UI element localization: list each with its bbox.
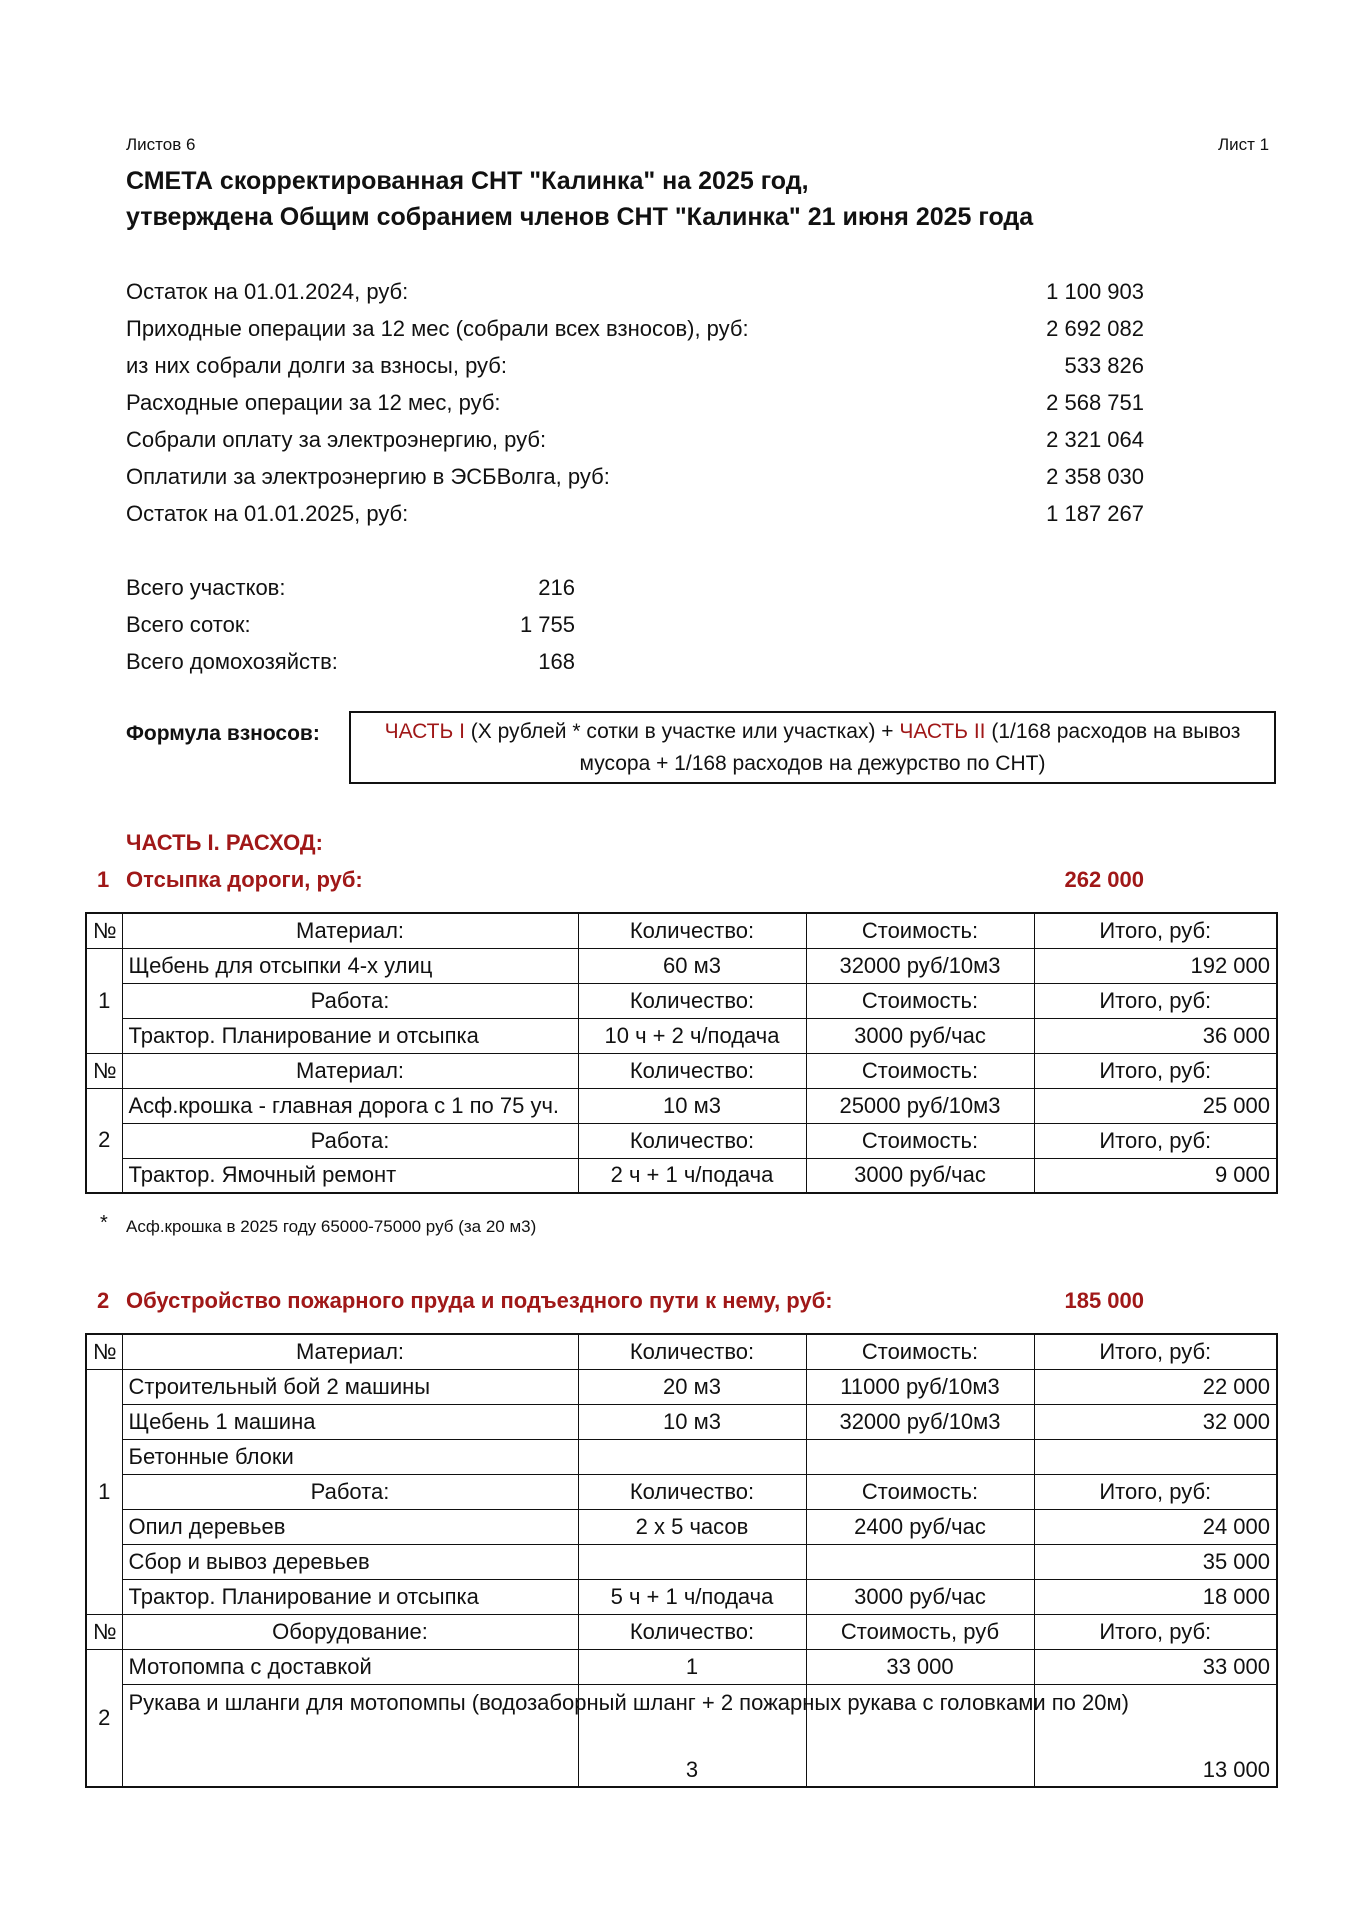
cell-item: Сбор и вывоз деревьев — [122, 1544, 578, 1579]
cell-total: 25 000 — [1034, 1088, 1277, 1123]
cell-total-header: Итого, руб: — [1034, 1053, 1277, 1088]
formula-box — [349, 711, 1276, 784]
cell-quantity-header: Количество: — [578, 1614, 806, 1649]
cell-total-header: Итого, руб: — [1034, 1474, 1277, 1509]
cell-cost-header: Стоимость: — [806, 1053, 1034, 1088]
table-row — [86, 1649, 1277, 1684]
footnote-mark: * — [100, 1212, 108, 1234]
cell-quantity: 2 ч + 1 ч/подача — [578, 1158, 806, 1193]
cell-quantity — [578, 1544, 806, 1579]
cell-total: 192 000 — [1034, 948, 1277, 983]
formula-part1: ЧАСТЬ I — [384, 720, 465, 743]
cell-cost: 25000 руб/10м3 — [806, 1088, 1034, 1123]
cell-item: Щебень 1 машина — [122, 1404, 578, 1439]
section1-table — [85, 912, 1278, 1194]
table-row — [86, 1123, 1277, 1158]
cell-work-header: Работа: — [122, 983, 578, 1018]
cell-quantity: 20 м3 — [578, 1369, 806, 1404]
formula-text1: (Х рублей * сотки в участке или участках) + — [464, 720, 900, 743]
cell-material-header: Материал: — [122, 913, 578, 948]
cell-quantity — [578, 1439, 806, 1474]
cell-quantity: 60 м3 — [578, 948, 806, 983]
cell-total-header: Итого, руб: — [1034, 983, 1277, 1018]
sheet-number: Лист 1 — [1218, 135, 1270, 154]
cell-item: Трактор. Ямочный ремонт — [122, 1158, 578, 1193]
cell-total: 32 000 — [1034, 1404, 1277, 1439]
summary-value: 1 100 903 — [1046, 279, 1144, 304]
totals-label: Всего домохозяйств: — [126, 649, 338, 674]
table-row — [86, 1053, 1277, 1088]
cell-total: 22 000 — [1034, 1369, 1277, 1404]
summary-value: 2 358 030 — [1046, 464, 1144, 489]
formula-part2: ЧАСТЬ II — [899, 720, 986, 743]
table-row — [86, 1439, 1277, 1474]
table-row — [86, 1158, 1277, 1193]
cell-cost: 32000 руб/10м3 — [806, 948, 1034, 983]
table-row — [86, 1404, 1277, 1439]
totals-value: 1 755 — [519, 612, 575, 637]
table-row — [86, 1369, 1277, 1404]
summary-label: Остаток на 01.01.2025, руб: — [126, 501, 409, 526]
summary-value: 2 568 751 — [1046, 390, 1144, 415]
sheets-total: Листов 6 — [126, 135, 196, 154]
cell-quantity-header: Количество: — [578, 983, 806, 1018]
table-row — [86, 1579, 1277, 1614]
table-row — [86, 948, 1277, 983]
table-row — [86, 1334, 1277, 1369]
formula-line1 — [351, 716, 1274, 748]
section1-title: Отсыпка дороги, руб: — [126, 867, 363, 892]
footnote-text: Асф.крошка в 2025 году 65000-75000 руб (за 20 м3) — [126, 1217, 537, 1236]
cell-cost: 2400 руб/час — [806, 1509, 1034, 1544]
cell-total: 9 000 — [1034, 1158, 1277, 1193]
cell-quantity: 3 — [578, 1684, 806, 1787]
section2-table — [85, 1333, 1278, 1788]
cell-total: 13 000 — [1034, 1684, 1277, 1787]
summary-label: Расходные операции за 12 мес, руб: — [126, 390, 501, 415]
cell-total-header: Итого, руб: — [1034, 1334, 1277, 1369]
document-title-line1: СМЕТА скорректированная СНТ "Калинка" на 2025 год, — [126, 167, 809, 195]
cell-item: Рукава и шланги для мотопомпы (водозаборный шланг + 2 пожарных рукава с головками по 20м) — [122, 1684, 578, 1787]
cell-item: Асф.крошка - главная дорога с 1 по 75 уч. — [122, 1088, 578, 1123]
cell-cost-header: Стоимость: — [806, 913, 1034, 948]
cell-total — [1034, 1439, 1277, 1474]
summary-label: Остаток на 01.01.2024, руб: — [126, 279, 409, 304]
table-row — [86, 1474, 1277, 1509]
cell-quantity: 10 ч + 2 ч/подача — [578, 1018, 806, 1053]
summary-label: Собрали оплату за электроэнергию, руб: — [126, 427, 547, 452]
cell-number-header: № — [86, 1053, 122, 1088]
cell-total: 24 000 — [1034, 1509, 1277, 1544]
cell-cost-header: Стоимость: — [806, 983, 1034, 1018]
table-row — [86, 1544, 1277, 1579]
cell-total-header: Итого, руб: — [1034, 1614, 1277, 1649]
table-row — [86, 983, 1277, 1018]
cell-material-header: Материал: — [122, 1334, 578, 1369]
cell-group-number: 1 — [86, 948, 122, 1053]
cell-item: Строительный бой 2 машины — [122, 1369, 578, 1404]
cell-number-header: № — [86, 1614, 122, 1649]
cell-cost: 3000 руб/час — [806, 1579, 1034, 1614]
cell-cost: 33 000 — [806, 1649, 1034, 1684]
cell-item: Опил деревьев — [122, 1509, 578, 1544]
table-row — [86, 1088, 1277, 1123]
cell-item: Трактор. Планирование и отсыпка — [122, 1579, 578, 1614]
cell-quantity: 1 — [578, 1649, 806, 1684]
cell-total-header: Итого, руб: — [1034, 913, 1277, 948]
summary-label: из них собрали долги за взносы, руб: — [126, 353, 508, 378]
cell-quantity: 2 х 5 часов — [578, 1509, 806, 1544]
cell-material-header: Материал: — [122, 1053, 578, 1088]
cell-cost: 32000 руб/10м3 — [806, 1404, 1034, 1439]
formula-line2: мусора + 1/168 расходов на дежурство по СНТ) — [579, 752, 1046, 775]
table-row — [86, 913, 1277, 948]
cell-quantity-header: Количество: — [578, 1123, 806, 1158]
cell-group-number: 2 — [86, 1088, 122, 1193]
totals-label: Всего соток: — [126, 612, 251, 637]
cell-cost-header: Стоимость, руб — [806, 1614, 1034, 1649]
formula-text2: (1/168 расходов на вывоз — [985, 720, 1241, 743]
section2-number: 2 — [97, 1288, 110, 1313]
cell-quantity-header: Количество: — [578, 1474, 806, 1509]
cell-group-number: 2 — [86, 1649, 122, 1787]
table-row — [86, 1614, 1277, 1649]
cell-total: 18 000 — [1034, 1579, 1277, 1614]
formula-label: Формула взносов: — [126, 722, 320, 745]
summary-label: Приходные операции за 12 мес (собрали всех взносов), руб: — [126, 316, 749, 341]
cell-number-header: № — [86, 913, 122, 948]
summary-value: 2 321 064 — [1046, 427, 1144, 452]
cell-equipment-header: Оборудование: — [122, 1614, 578, 1649]
totals-value: 216 — [538, 575, 575, 600]
section2-total: 185 000 — [1064, 1288, 1144, 1313]
cell-group-number: 1 — [86, 1369, 122, 1614]
table-row — [86, 1684, 1277, 1787]
cell-quantity: 10 м3 — [578, 1088, 806, 1123]
cell-cost-header: Стоимость: — [806, 1474, 1034, 1509]
cell-work-header: Работа: — [122, 1123, 578, 1158]
cell-total-header: Итого, руб: — [1034, 1123, 1277, 1158]
cell-total: 35 000 — [1034, 1544, 1277, 1579]
cell-cost-header: Стоимость: — [806, 1334, 1034, 1369]
cell-cost: 11000 руб/10м3 — [806, 1369, 1034, 1404]
section1-total: 262 000 — [1064, 867, 1144, 892]
summary-label: Оплатили за электроэнергию в ЭСБВолга, руб: — [126, 464, 610, 489]
cell-total: 36 000 — [1034, 1018, 1277, 1053]
cell-cost — [806, 1439, 1034, 1474]
cell-total: 33 000 — [1034, 1649, 1277, 1684]
cell-cost-header: Стоимость: — [806, 1123, 1034, 1158]
cell-quantity-header: Количество: — [578, 1053, 806, 1088]
table-row — [86, 1018, 1277, 1053]
cell-cost: 3000 руб/час — [806, 1018, 1034, 1053]
section2-title: Обустройство пожарного пруда и подъездного пути к нему, руб: — [126, 1288, 833, 1313]
section1-number: 1 — [97, 867, 110, 892]
summary-value: 1 187 267 — [1046, 501, 1144, 526]
summary-value: 533 826 — [1064, 353, 1144, 378]
cell-quantity-header: Количество: — [578, 1334, 806, 1369]
cell-quantity-header: Количество: — [578, 913, 806, 948]
cell-work-header: Работа: — [122, 1474, 578, 1509]
document-title-line2: утверждена Общим собранием членов СНТ "Калинка" 21 июня 2025 года — [126, 203, 1034, 231]
cell-item: Щебень для отсыпки 4-х улиц — [122, 948, 578, 983]
cell-quantity: 5 ч + 1 ч/подача — [578, 1579, 806, 1614]
cell-item: Мотопомпа с доставкой — [122, 1649, 578, 1684]
cell-cost: 3000 руб/час — [806, 1158, 1034, 1193]
part1-heading: ЧАСТЬ I. РАСХОД: — [126, 830, 323, 855]
summary-value: 2 692 082 — [1046, 316, 1144, 341]
cell-quantity: 10 м3 — [578, 1404, 806, 1439]
cell-number-header: № — [86, 1334, 122, 1369]
cell-cost — [806, 1544, 1034, 1579]
cell-item: Трактор. Планирование и отсыпка — [122, 1018, 578, 1053]
cell-item: Бетонные блоки — [122, 1439, 578, 1474]
table-row — [86, 1509, 1277, 1544]
totals-value: 168 — [538, 649, 575, 674]
totals-label: Всего участков: — [126, 575, 286, 600]
